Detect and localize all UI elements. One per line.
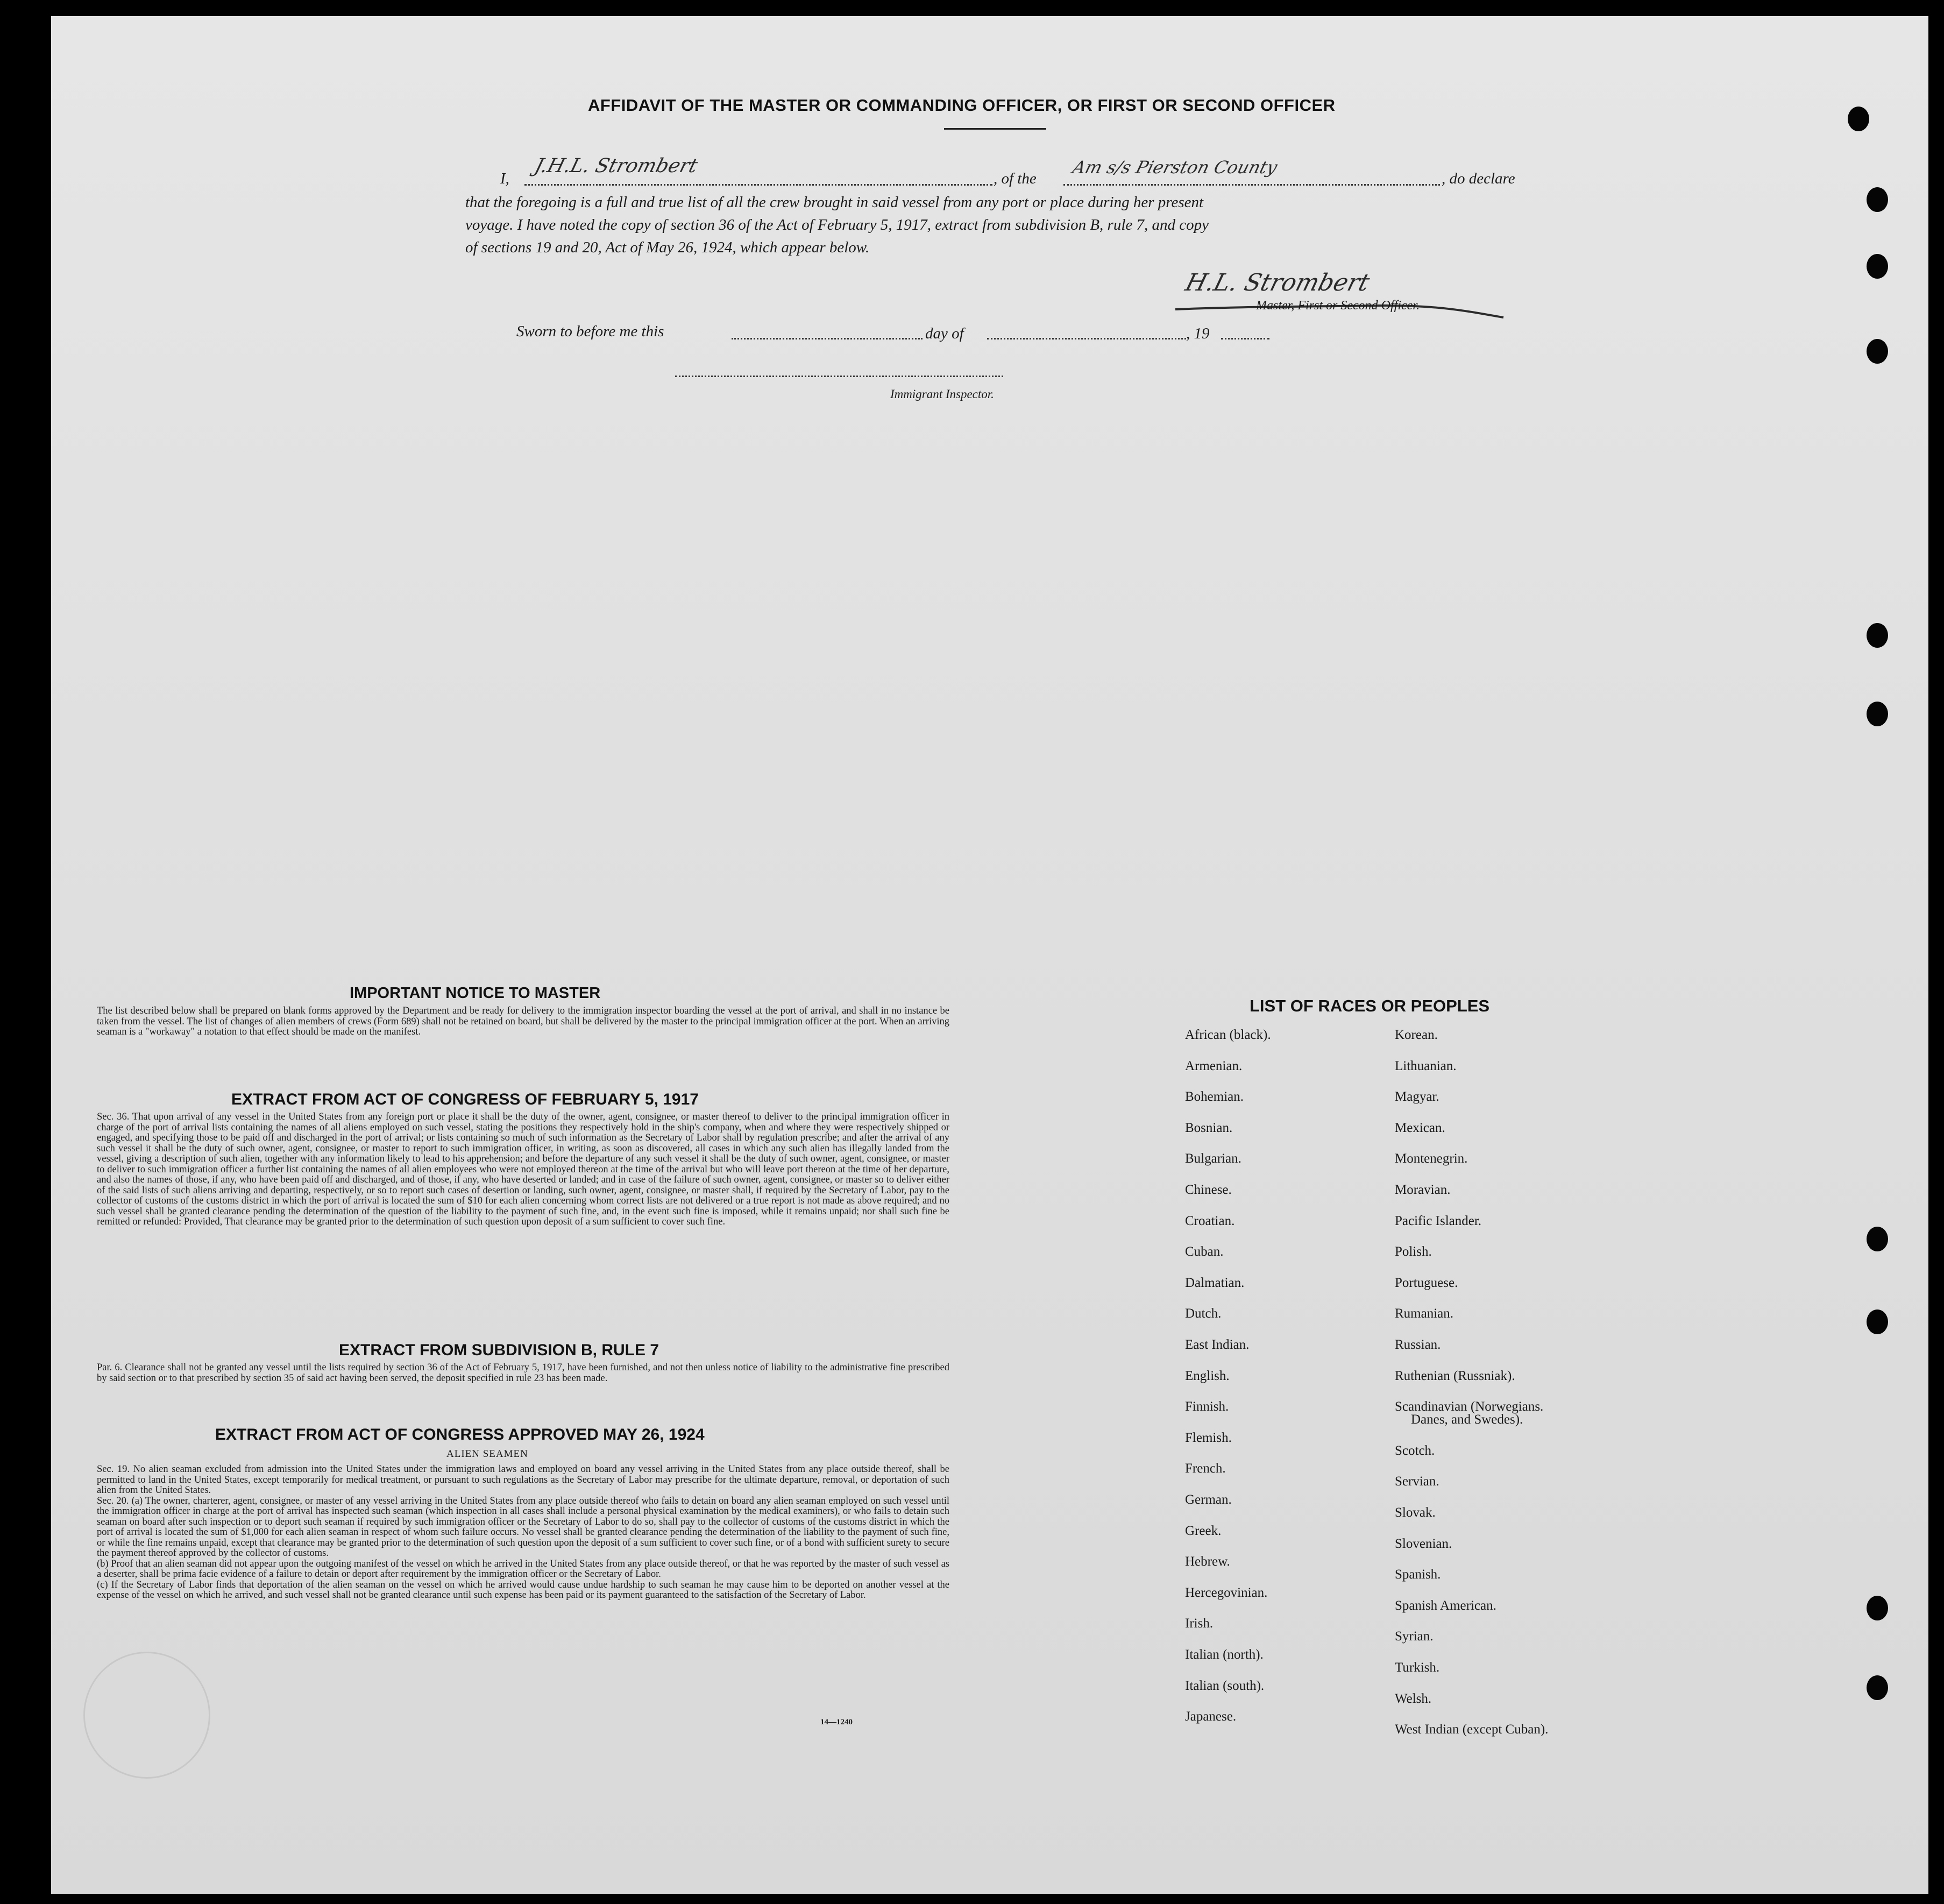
- inspector-caption: Immigrant Inspector.: [890, 387, 994, 401]
- race-item: Syrian.: [1395, 1629, 1434, 1644]
- race-item: Dutch.: [1185, 1306, 1222, 1321]
- race-item: Danes, and Swedes).: [1411, 1412, 1523, 1427]
- extract-1924-body: [97, 1464, 949, 1601]
- race-item: Korean.: [1395, 1028, 1438, 1042]
- punch-hole: [1867, 339, 1888, 364]
- title-rule: [944, 128, 1046, 130]
- punch-hole: [1867, 1675, 1888, 1700]
- race-item: Moravian.: [1395, 1183, 1451, 1197]
- race-item: West Indian (except Cuban).: [1395, 1722, 1549, 1737]
- punch-hole: [1848, 107, 1869, 131]
- inspector-signature-line: [675, 376, 1003, 377]
- punch-hole: [1867, 1310, 1888, 1334]
- affidavit-of-the: , of the: [994, 170, 1037, 187]
- race-item: Dalmatian.: [1185, 1275, 1245, 1290]
- race-item: Italian (south).: [1185, 1678, 1265, 1693]
- document-page: [51, 16, 1928, 1894]
- race-item: English.: [1185, 1368, 1230, 1383]
- race-item: Pacific Islander.: [1395, 1213, 1482, 1228]
- extract-1924-title: EXTRACT FROM ACT OF CONGRESS APPROVED MAY 26, 1924: [215, 1426, 705, 1443]
- race-item: Spanish.: [1395, 1567, 1441, 1582]
- sworn-month-line: [987, 338, 1186, 339]
- race-item: Flemish.: [1185, 1430, 1232, 1445]
- sec20b-text: (b) Proof that an alien seaman did not appear upon the outgoing manifest of the vessel on which he arrived in the United States from any place outside thereof, or that he was reported by the master of such vessel as a deserter, shall be prima facie evidence of a failure to detain or deport after requirement by the immigration officer or the Secretary of Labor.: [97, 1558, 949, 1580]
- master-signature: H.L. Strombert: [1182, 269, 1373, 296]
- extract-1917-text: Sec. 36. That upon arrival of any vessel in the United States from any foreign port or place it shall be the duty of the owner, agent, consignee, or master thereof to deliver to the principal immigration officer in charge of the port of arrival lists containing the names of all aliens employed on such vessel, stating the positions they respectively hold in the ship's company, when and where they were respectively shipped or engaged, and specifying those to be paid off and discharged in the port of arrival; or lists containing so much of such information as the Secretary of Labor shall by regulation prescribe; and after the arrival of any such vessel it shall be the duty of such owner, agent, consignee, or master to report to such immigration officer, in writing, as soon as discovered, all cases in which any such alien has illegally landed from the vessel, giving a description of such alien, together with any information likely to lead to his apprehension; and before the departure of any such vessel it shall be the duty of such owner, agent, consignee, or master to deliver to such immigration officer a further list containing the names of all alien employees who were not employed thereon at the time of the arrival but who will leave port thereon at the time of her departure, and also the names of those, if any, who have been paid off and discharged, and of those, if any, who have deserted or landed; and in case of the failure of such owner, agent, consignee, or master so to deliver either of the said lists of such aliens arriving and departing, respectively, or so to report such cases of desertion or landing, such owner, agent, consignee, or master shall, if required by the Secretary of Labor, pay to the collector of customs of the customs district in which the port of arrival is located the sum of $10 for each alien concerning whom correct lists are not delivered or a true report is not made as above required; and no such vessel shall be granted clearance pending the determination of the question of the liability to the payment of such fine, and, in the event such fine is imposed, while it remains unpaid; nor shall such fine be remitted or refunded: Provided, That clearance may be granted prior to the determination of such question upon deposit of a sum sufficient to cover such fine.: [97, 1112, 949, 1227]
- race-item: Rumanian.: [1395, 1306, 1454, 1321]
- sworn-year-line: [1221, 338, 1269, 339]
- race-item: Slovak.: [1395, 1505, 1436, 1520]
- race-item: Welsh.: [1395, 1691, 1432, 1706]
- notice-title: IMPORTANT NOTICE TO MASTER: [350, 985, 601, 1002]
- race-item: Finnish.: [1185, 1399, 1229, 1414]
- sworn-year-prefix: , 19: [1186, 325, 1210, 342]
- race-item: Bosnian.: [1185, 1120, 1233, 1135]
- affidavit-line-3: voyage. I have noted the copy of section 36 of the Act of February 5, 1917, extract from subdivision B, rule 7, and copy: [465, 216, 1209, 233]
- race-item: East Indian.: [1185, 1337, 1250, 1352]
- race-item: Greek.: [1185, 1523, 1222, 1538]
- punch-hole: [1867, 623, 1888, 648]
- signature-caption: Master, First or Second Officer.: [1256, 299, 1420, 313]
- race-item: Servian.: [1395, 1474, 1439, 1489]
- affidavit-title: AFFIDAVIT OF THE MASTER OR COMMANDING OFFICER, OR FIRST OR SECOND OFFICER: [588, 96, 1336, 115]
- race-item: Magyar.: [1395, 1089, 1439, 1105]
- vessel-name-line: [1063, 184, 1440, 186]
- punch-hole: [1867, 254, 1888, 279]
- affidavit-line-2: that the foregoing is a full and true list of all the crew brought in said vessel from any port or place during her present: [465, 194, 1204, 211]
- extract-rule7-text: Par. 6. Clearance shall not be granted any vessel until the lists required by section 36 of the Act of February 5, 1917, have been furnished, and not then unless notice of liability to the administrative fine prescribed by said section or to that prescribed by section 35 of said act having been served, the deposit specified in rule 23 has been made.: [97, 1362, 949, 1384]
- race-item: Bulgarian.: [1185, 1151, 1241, 1166]
- race-item: Lithuanian.: [1395, 1058, 1457, 1073]
- punch-hole: [1867, 187, 1888, 212]
- affidavit-do-declare: , do declare: [1442, 170, 1515, 187]
- form-number: 14—1240: [820, 1718, 853, 1726]
- race-item: German.: [1185, 1492, 1232, 1507]
- sworn-text: Sworn to before me this: [516, 323, 664, 340]
- punch-hole: [1867, 1227, 1888, 1251]
- race-item: Portuguese.: [1395, 1275, 1458, 1290]
- race-item: French.: [1185, 1461, 1226, 1476]
- race-item: Scandinavian (Norwegians.: [1395, 1399, 1544, 1414]
- alien-seamen-subtitle: ALIEN SEAMEN: [446, 1448, 528, 1460]
- race-item: Bohemian.: [1185, 1089, 1244, 1105]
- race-item: Irish.: [1185, 1616, 1214, 1631]
- race-item: Japanese.: [1185, 1709, 1237, 1724]
- race-item: Ruthenian (Russniak).: [1395, 1368, 1515, 1383]
- race-item: Slovenian.: [1395, 1536, 1452, 1551]
- race-item: Russian.: [1395, 1337, 1441, 1352]
- race-item: Polish.: [1395, 1244, 1432, 1259]
- race-item: African (black).: [1185, 1028, 1271, 1042]
- sworn-day-line: [732, 338, 923, 339]
- punch-hole: [1867, 702, 1888, 726]
- race-item: Croatian.: [1185, 1213, 1235, 1228]
- race-item: Hebrew.: [1185, 1554, 1230, 1569]
- race-item: Turkish.: [1395, 1660, 1440, 1675]
- race-item: Chinese.: [1185, 1183, 1232, 1197]
- sec20c-text: (c) If the Secretary of Labor finds that deportation of the alien seaman on the vessel on which he arrived would cause undue hardship to such seaman he may cause him to be deported on another vessel at the expense of the vessel on which he arrived, and such vessel shall not be granted clearance until such expense has been paid or its payment guaranteed to the satisfaction of the Secretary of Labor.: [97, 1579, 949, 1601]
- race-item: Scotch.: [1395, 1443, 1435, 1458]
- race-item: Spanish American.: [1395, 1598, 1496, 1613]
- extract-rule7-title: EXTRACT FROM SUBDIVISION B, RULE 7: [339, 1341, 659, 1359]
- punch-hole: [1867, 1596, 1888, 1620]
- race-item: Mexican.: [1395, 1120, 1445, 1135]
- notice-text: The list described below shall be prepared on blank forms approved by the Department and be ready for delivery to the immigration inspector boarding the vessel at the port of arrival, and shall in no instance be taken from the vessel. The list of changes of alien members of crews (Form 689) shall not be retained on board, but shall be delivered by the master to the principal immigration officer at the port. When an arriving seaman is a "workaway" a notation to that effect should be made on the manifest.: [97, 1006, 949, 1037]
- races-title: LIST OF RACES OR PEOPLES: [1250, 996, 1490, 1015]
- race-item: Montenegrin.: [1395, 1151, 1468, 1166]
- vessel-handwritten: Am s/s Pierston County: [1070, 157, 1280, 178]
- master-name-handwritten: J.H.L. Strombert: [532, 155, 700, 177]
- race-item: Italian (north).: [1185, 1647, 1264, 1662]
- master-name-line: [524, 184, 992, 186]
- sec19-text: Sec. 19. No alien seaman excluded from admission into the United States under the immigration laws and employed on board any vessel arriving in the United States from any place outside thereof, shall be permitted to land in the United States, except temporarily for medical treatment, or pursuant to such regulations as the Secretary of Labor may prescribe for the ultimate departure, removal, or deportation of such alien from the United States.: [97, 1464, 949, 1496]
- extract-1917-title: EXTRACT FROM ACT OF CONGRESS OF FEBRUARY 5, 1917: [231, 1091, 699, 1108]
- sworn-day-of: day of: [925, 325, 964, 342]
- race-item: Cuban.: [1185, 1244, 1224, 1259]
- affidavit-i-prefix: I,: [500, 170, 509, 187]
- sec20a-text: Sec. 20. (a) The owner, charterer, agent, consignee, or master of any vessel arriving in the United States from any place outside thereof who fails to detain on board any alien seaman employed on such vessel until the immigration officer in charge at the port of arrival has inspected such seaman (which inspection in all cases shall include a personal physical examination by the medical examiners), or who fails to detain such seaman on board after such inspection or to deport such seaman if required by such immigration officer or the Secretary of Labor to do so, shall pay to the collector of customs of the customs district in which the port of arrival is located the sum of $1,000 for each alien seaman in respect of whom such failure occurs. No vessel shall be granted clearance pending the determination of the liability to the payment of such fine, or while the fine remains unpaid, except that clearance may be granted prior to the determination of such question upon the deposit of a sum sufficient to cover such fine, or of a bond with sufficient surety to secure the payment thereof approved by the collector of customs.: [97, 1495, 949, 1559]
- affidavit-line-4: of sections 19 and 20, Act of May 26, 1924, which appear below.: [465, 239, 870, 256]
- faint-stamp: [83, 1652, 210, 1779]
- race-item: Hercegovinian.: [1185, 1585, 1268, 1600]
- race-item: Armenian.: [1185, 1058, 1243, 1073]
